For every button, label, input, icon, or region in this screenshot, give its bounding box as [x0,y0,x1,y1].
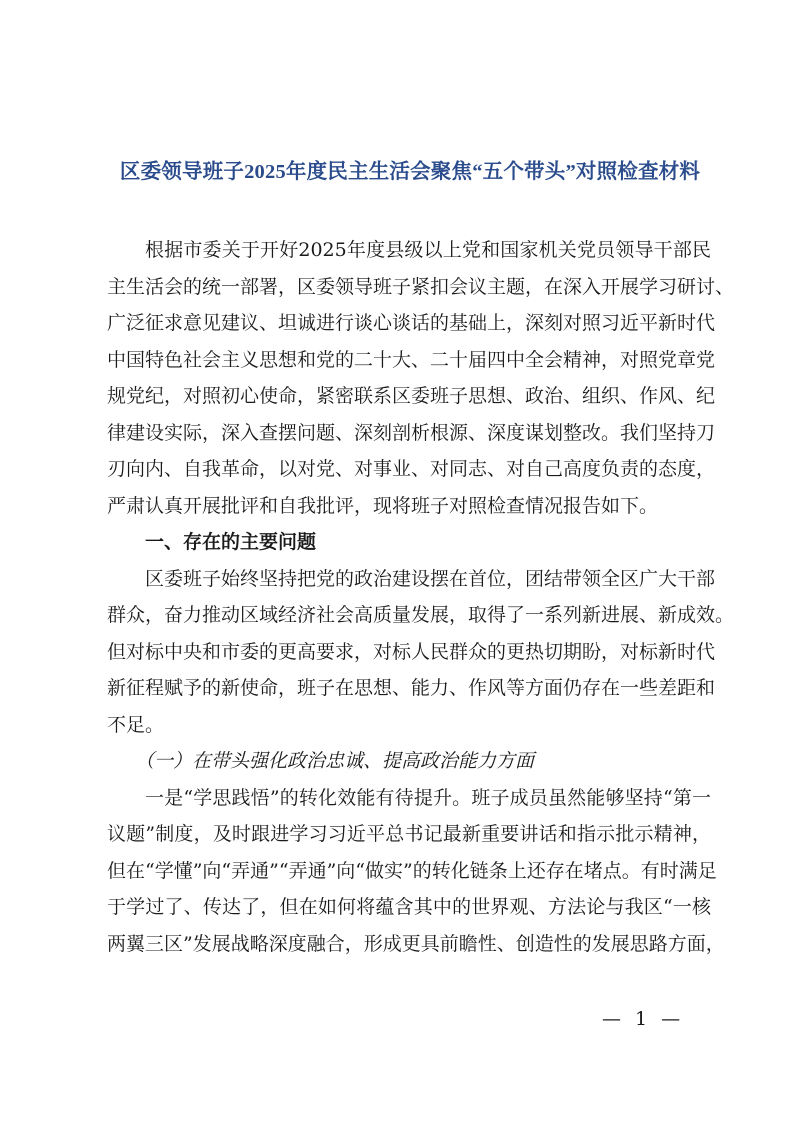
paragraph-line: 中国特色社会主义思想和党的二十大、二十届四中全会精神，对照党章党 [107,348,716,371]
paragraph-line: 严肃认真开展批评和自我批评，现将班子对照检查情况报告如下。 [107,494,659,517]
paragraph-line: 根据市委关于开好2025年度县级以上党和国家机关党员领导干部民 [145,239,711,261]
paragraph-line: 议题”制度，及时跟进学习习近平总书记最新重要讲话和指示批示精神， [107,823,711,845]
paragraph-line: 群众，奋力推动区域经济社会高质量发展，取得了一系列新进展、新成效。 [107,604,735,626]
page-number: — 1 — [602,1008,685,1030]
paragraph-line: 一是“学思践悟”的转化效能有待提升。班子成员虽然能够坚持“第一 [145,786,711,809]
paragraph-line: 区委班子始终坚持把党的政治建设摆在首位，团结带领全区广大干部 [145,567,716,590]
section-heading: 一、存在的主要问题 [145,531,317,553]
document-title: 区委领导班子2025年度民主生活会聚焦“五个带头”对照检查材料 [119,161,701,183]
paragraph-line: 但对标中央和市委的更高要求，对标人民群众的更热切期盼，对标新时代 [107,640,716,663]
document-body [107,232,735,962]
paragraph-line: 但在“学懂”向“弄通”“弄通”向“做实”的转化链条上还存在堵点。有时满足 [107,859,717,882]
subsection-heading: （一）在带头强化政治忠诚、提高政治能力方面 [135,750,535,772]
paragraph-line: 于学过了、传达了，但在如何将蕴含其中的世界观、方法论与我区“一核 [107,896,711,918]
paragraph-line: 不足。 [107,713,165,736]
paragraph-line: 律建设实际，深入查摆问题、深刻剖析根源、深度谋划整改。我们坚持刀 [107,421,716,444]
paragraph-line: 新征程赋予的新使命，班子在思想、能力、作风等方面仍存在一些差距和 [107,677,716,699]
paragraph-line: 规党纪，对照初心使命，紧密联系区委班子思想、政治、组织、作风、纪 [107,385,716,407]
paragraph-line: 刃向内、自我革命，以对党、对事业、对同志、对自己高度负责的态度， [107,458,716,480]
paragraph-line: 主生活会的统一部署，区委领导班子紧扣会议主题，在深入开展学习研讨、 [107,275,735,298]
paragraph-line: 广泛征求意见建议、坦诚进行谈心谈话的基础上，深刻对照习近平新时代 [107,312,716,334]
paragraph-line: 两翼三区”发展战略深度融合，形成更具前瞻性、创造性的发展思路方面， [107,932,725,955]
